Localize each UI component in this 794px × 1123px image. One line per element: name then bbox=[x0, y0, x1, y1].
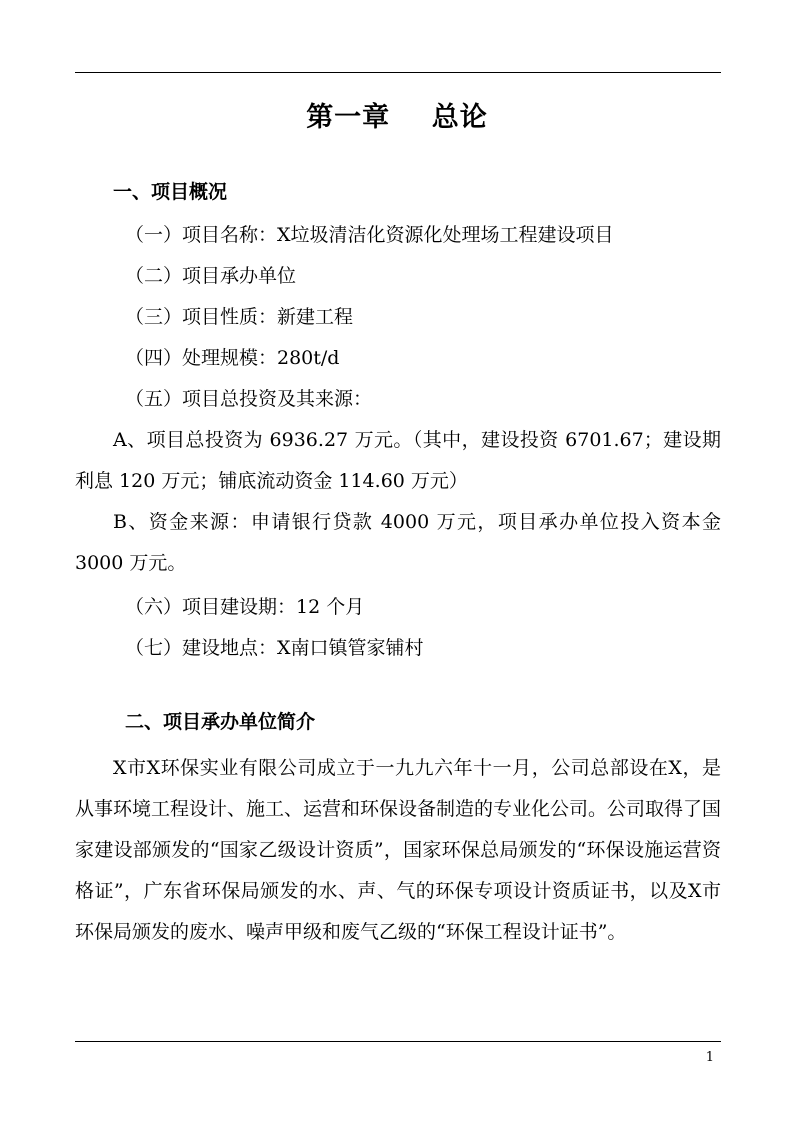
paragraph-fund-source: B、资金来源：申请银行贷款 4000 万元，项目承办单位投入资本金 3000 万元。 bbox=[75, 511, 721, 574]
paragraph-company-profile: X市X环保实业有限公司成立于一九九六年十一月，公司总部设在X，是从事环境工程设计、施工、运营和环保设备制造的专业化公司。公司取得了国家建设部颁发的“国家乙级设计资质”，国家环保总局颁发的“环保设施运营资格证”，广东省环保局颁发的水、声、气的环保专项设计资质证书，以及X市环保局颁发的废水、噪声甲级和废气乙级的“环保工程设计证书”。 bbox=[75, 757, 722, 943]
list-item-project-name: （一）项目名称：X垃圾清洁化资源化处理场工程建设项目 bbox=[125, 224, 614, 246]
header-rule bbox=[75, 72, 721, 73]
list-item-construction-location: （七）建设地点：X南口镇管家铺村 bbox=[125, 637, 424, 659]
list-item-sponsor-unit: （二）项目承办单位 bbox=[125, 265, 297, 287]
section-heading-sponsor-profile: 二、项目承办单位简介 bbox=[125, 711, 316, 733]
list-item-construction-period: （六）项目建设期：12 个月 bbox=[125, 596, 365, 618]
paragraph-total-investment: A、项目总投资为 6936.27 万元。（其中，建设投资 6701.67；建设期利息 120 万元；铺底流动资金 114.60 万元） bbox=[75, 429, 721, 492]
section-heading-project-overview: 一、项目概况 bbox=[113, 181, 228, 203]
list-item-project-nature: （三）项目性质：新建工程 bbox=[125, 306, 354, 328]
list-item-processing-scale: （四）处理规模：280t/d bbox=[125, 347, 340, 369]
page-number: 1 bbox=[705, 1050, 714, 1065]
chapter-title: 第一章 总论 bbox=[306, 102, 488, 133]
list-item-investment-source: （五）项目总投资及其来源： bbox=[125, 388, 373, 410]
footer-rule bbox=[75, 1041, 721, 1042]
